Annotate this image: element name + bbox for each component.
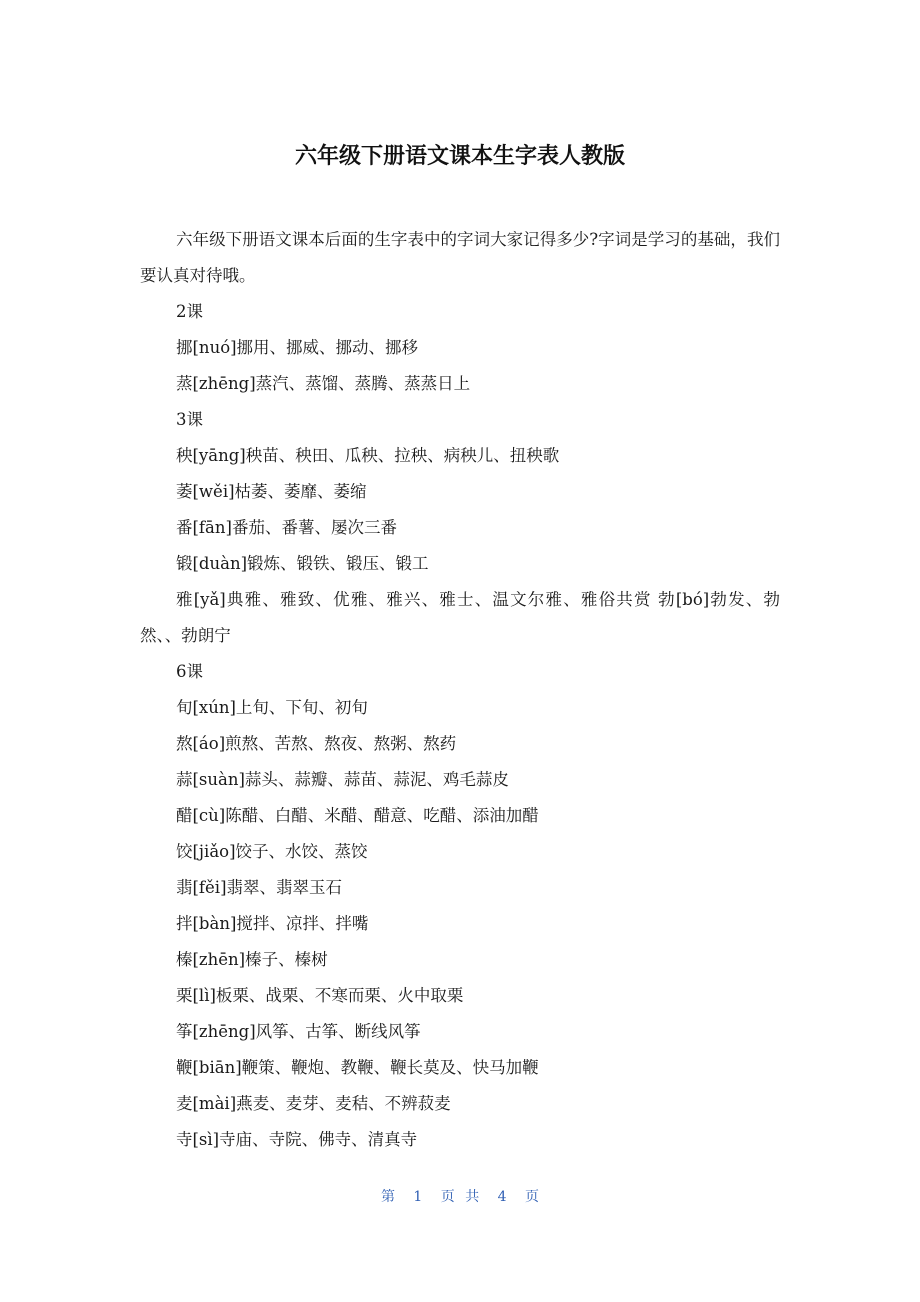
vocab-entry: 翡[fěi]翡翠、翡翠玉石 xyxy=(176,878,343,897)
intro-paragraph: 六年级下册语文课本后面的生字表中的字词大家记得多少?字词是学习的基础，我们要认真对待哦。 xyxy=(140,230,780,285)
footer-prefix: 第 xyxy=(380,1189,395,1205)
vocab-entry: 挪[nuó]挪用、挪威、挪动、挪移 xyxy=(176,338,419,357)
vocab-entry: 雅[yǎ]典雅、雅致、优雅、雅兴、雅士、温文尔雅、雅俗共赏 勃[bó]勃发、勃然、、勃朗宁 xyxy=(140,590,780,645)
footer-page-number: 1 xyxy=(413,1189,423,1205)
vocab-entry: 锻[duàn]锻炼、锻铁、锻压、锻工 xyxy=(176,554,429,573)
vocab-entry: 筝[zhēng]风筝、古筝、断线风筝 xyxy=(176,1022,421,1041)
footer-total-pages: 4 xyxy=(497,1189,507,1205)
vocab-entry: 鞭[biān]鞭策、鞭炮、教鞭、鞭长莫及、快马加鞭 xyxy=(176,1058,539,1077)
page-footer xyxy=(0,1186,920,1206)
footer-middle: 页 共 xyxy=(440,1189,480,1205)
vocab-entry: 熬[áo]煎熬、苦熬、熬夜、熬粥、熬药 xyxy=(176,734,457,753)
vocab-entry: 蒜[suàn]蒜头、蒜瓣、蒜苗、蒜泥、鸡毛蒜皮 xyxy=(176,770,509,789)
vocab-entry: 蒸[zhēng]蒸汽、蒸馏、蒸腾、蒸蒸日上 xyxy=(176,374,471,393)
vocab-entry: 拌[bàn]搅拌、凉拌、拌嘴 xyxy=(176,914,369,933)
vocab-entry: 旬[xún]上旬、下旬、初旬 xyxy=(176,698,368,717)
vocab-entry: 番[fān]番茄、番薯、屡次三番 xyxy=(176,518,397,537)
vocab-entry: 栗[lì]板栗、战栗、不寒而栗、火中取栗 xyxy=(176,986,464,1005)
vocab-entry: 萎[wěi]枯萎、萎靡、萎缩 xyxy=(176,482,367,501)
vocab-entry: 饺[jiǎo]饺子、水饺、蒸饺 xyxy=(176,842,368,861)
footer-suffix: 页 xyxy=(525,1189,540,1205)
vocab-entry: 寺[sì]寺庙、寺院、佛寺、清真寺 xyxy=(176,1130,418,1149)
lesson-heading: 3课 xyxy=(176,410,203,429)
vocab-entry: 秧[yāng]秧苗、秧田、瓜秧、拉秧、病秧儿、扭秧歌 xyxy=(176,446,560,465)
vocab-entry: 榛[zhēn]榛子、榛树 xyxy=(176,950,328,969)
document-title: 六年级下册语文课本生字表人教版 xyxy=(294,144,625,169)
lesson-heading: 6课 xyxy=(176,662,203,681)
lesson-heading: 2课 xyxy=(176,302,203,321)
vocab-entry: 麦[mài]燕麦、麦芽、麦秸、不辨菽麦 xyxy=(176,1094,451,1113)
vocab-entry: 醋[cù]陈醋、白醋、米醋、醋意、吃醋、添油加醋 xyxy=(176,806,539,825)
document-body xyxy=(140,222,780,1158)
